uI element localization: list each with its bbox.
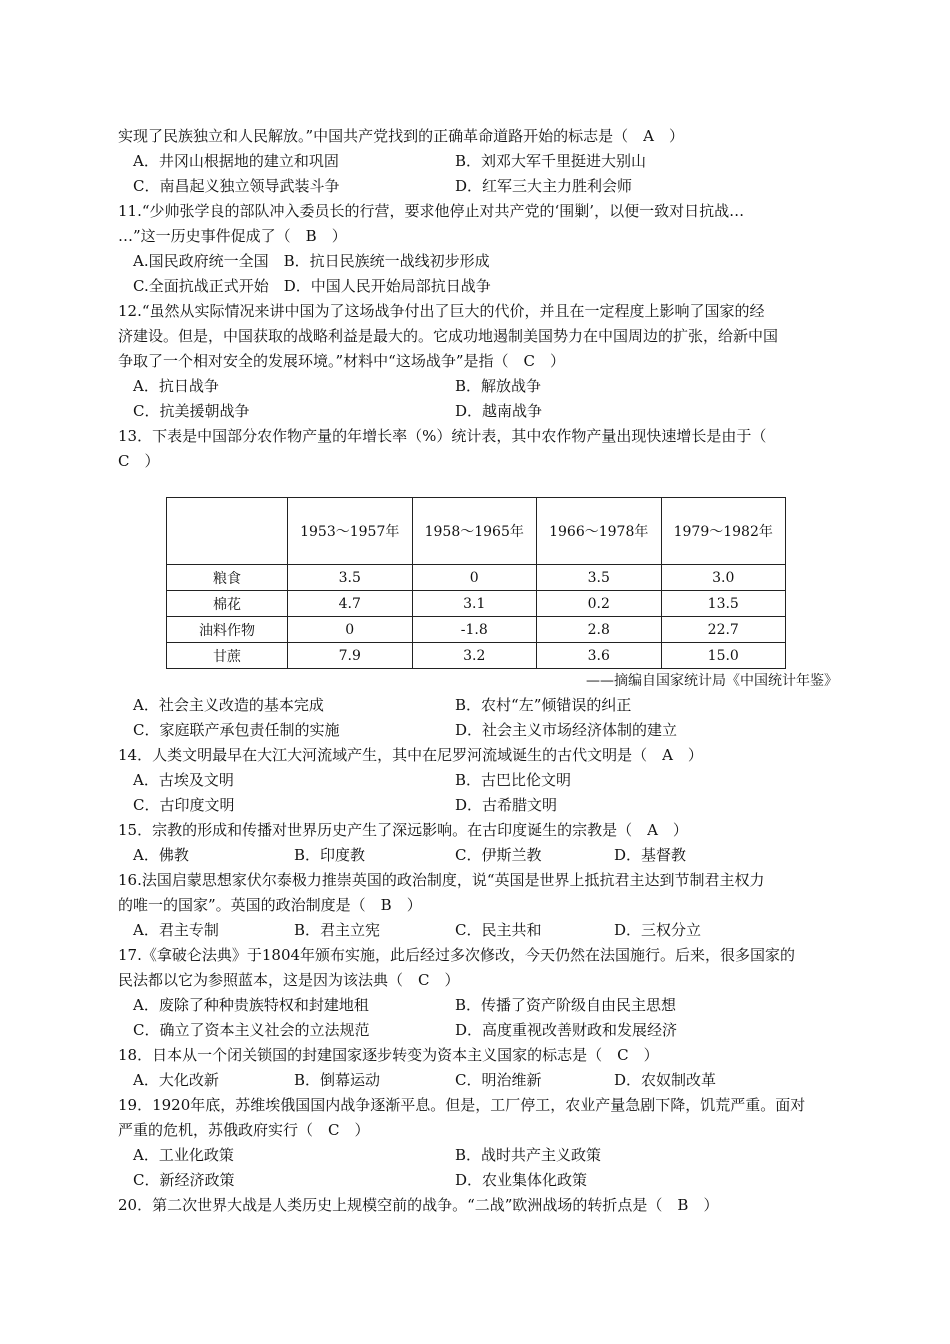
q15-option-b: B．印度教	[294, 846, 366, 864]
table-cell: 3.2	[412, 643, 537, 669]
table-cell: 0.2	[537, 591, 662, 617]
question-11-stem: 11.“少帅张学良的部队冲入委员长的行营，要求他停止对共产党的‘围剿’，以便一致对日抗战…	[118, 202, 745, 220]
table-header-1966-1978: 1966～1978年	[537, 498, 662, 565]
question-18-stem: 18．日本从一个闭关锁国的封建国家逐步转变为资本主义国家的标志是（ C ）	[118, 1046, 659, 1064]
crop-growth-table	[166, 497, 786, 669]
row-label: 粮食	[167, 565, 288, 591]
question-14-stem: 14．人类文明最早在大江大河流域产生，其中在尼罗河流域诞生的古代文明是（ A ）	[118, 746, 703, 764]
q18-option-b: B．倒幕运动	[294, 1071, 381, 1089]
q10-option-b: B．刘邓大军千里挺进大别山	[455, 152, 647, 170]
q13-option-a: A．社会主义改造的基本完成	[133, 696, 324, 714]
q19-option-c: C．新经济政策	[133, 1171, 235, 1189]
q13-option-b: B．农村“左”倾错误的纠正	[455, 696, 632, 714]
row-label: 棉花	[167, 591, 288, 617]
q19-option-a: A．工业化政策	[133, 1146, 234, 1164]
table-header-blank	[167, 498, 288, 565]
q16-option-c: C．民主共和	[455, 921, 542, 939]
q10-option-a: A．井冈山根据地的建立和巩固	[133, 152, 339, 170]
question-12-stem-cont: 济建设。但是，中国获取的战略利益是最大的。它成功地遏制美国势力在中国周边的扩张，给新中国	[118, 327, 779, 345]
q15-option-c: C．伊斯兰教	[455, 846, 542, 864]
table-header-1958-1965: 1958～1965年	[412, 498, 537, 565]
q14-option-c: C．古印度文明	[133, 796, 235, 814]
q18-option-d: D．农奴制改革	[614, 1071, 717, 1089]
q16-option-d: D．三权分立	[614, 921, 702, 939]
table-cell: 3.5	[537, 565, 662, 591]
question-17-stem: 17.《拿破仑法典》于1804年颁布实施，此后经过多次修改，今天仍然在法国施行。后来，很多国家的	[118, 946, 796, 964]
table-cell: 3.0	[661, 565, 786, 591]
question-19-stem-cont: 严重的危机，苏俄政府实行（ C ）	[118, 1121, 370, 1139]
table-header-1979-1982: 1979～1982年	[661, 498, 786, 565]
q15-option-a: A．佛教	[133, 846, 189, 864]
question-19-stem: 19．1920年底，苏维埃俄国国内战争逐渐平息。但是，工厂停工，农业产量急剧下降，饥荒严重。面对	[118, 1096, 806, 1114]
table-cell: 22.7	[661, 617, 786, 643]
table-row	[167, 643, 786, 669]
q11-options-ab: A.国民政府统一全国 B．抗日民族统一战线初步形成	[133, 252, 490, 270]
q13-option-c: C．家庭联产承包责任制的实施	[133, 721, 340, 739]
row-label: 油料作物	[167, 617, 288, 643]
table-row	[167, 565, 786, 591]
table-cell: 4.7	[288, 591, 413, 617]
question-13-stem: 13．下表是中国部分农作物产量的年增长率（%）统计表，其中农作物产量出现快速增长是由于（	[118, 427, 767, 445]
table-cell: 3.1	[412, 591, 537, 617]
table-cell: 3.5	[288, 565, 413, 591]
question-12-stem: 12.“虽然从实际情况来讲中国为了这场战争付出了巨大的代价，并且在一定程度上影响了国家的经	[118, 302, 765, 320]
table-cell: 0	[288, 617, 413, 643]
q19-option-d: D．农业集体化政策	[455, 1171, 588, 1189]
q18-option-c: C．明治维新	[455, 1071, 542, 1089]
q12-option-b: B．解放战争	[455, 377, 542, 395]
q19-option-b: B．战时共产主义政策	[455, 1146, 602, 1164]
question-11-stem-cont: …”这一历史事件促成了（ B ）	[118, 227, 347, 245]
table-header-row	[167, 498, 786, 565]
question-16-stem-cont: 的唯一的国家”。英国的政治制度是（ B ）	[118, 896, 422, 914]
q15-option-d: D．基督教	[614, 846, 687, 864]
table-source-note: ——摘编自国家统计局《中国统计年鉴》	[586, 673, 838, 689]
table-cell: 2.8	[537, 617, 662, 643]
question-13-answer: C ）	[118, 452, 160, 470]
question-15-stem: 15．宗教的形成和传播对世界历史产生了深远影响。在古印度诞生的宗教是（ A ）	[118, 821, 688, 839]
q10-option-d: D．红军三大主力胜利会师	[455, 177, 633, 195]
q13-option-d: D．社会主义市场经济体制的建立	[455, 721, 678, 739]
table-header-1953-1957: 1953～1957年	[288, 498, 413, 565]
q12-option-d: D．越南战争	[455, 402, 543, 420]
table-cell: 0	[412, 565, 537, 591]
q17-option-a: A．废除了种种贵族特权和封建地租	[133, 996, 369, 1014]
table-cell: 3.6	[537, 643, 662, 669]
table-cell: 7.9	[288, 643, 413, 669]
table-row	[167, 617, 786, 643]
table-cell: 15.0	[661, 643, 786, 669]
q16-option-a: A．君主专制	[133, 921, 219, 939]
q10-option-c: C．南昌起义独立领导武装斗争	[133, 177, 340, 195]
q11-options-cd: C.全面抗战正式开始 D．中国人民开始局部抗日战争	[133, 277, 491, 295]
q17-option-d: D．高度重视改善财政和发展经济	[455, 1021, 678, 1039]
question-10-stem-end: 实现了民族独立和人民解放。”中国共产党找到的正确革命道路开始的标志是（ A ）	[118, 127, 685, 145]
question-20-stem: 20．第二次世界大战是人类历史上规模空前的战争。“二战”欧洲战场的转折点是（ B ）	[118, 1196, 719, 1214]
table-cell: 13.5	[661, 591, 786, 617]
q16-option-b: B．君主立宪	[294, 921, 381, 939]
row-label: 甘蔗	[167, 643, 288, 669]
q17-option-c: C．确立了资本主义社会的立法规范	[133, 1021, 370, 1039]
table-row	[167, 591, 786, 617]
q18-option-a: A．大化改新	[133, 1071, 219, 1089]
q14-option-a: A．古埃及文明	[133, 771, 234, 789]
q17-option-b: B．传播了资产阶级自由民主思想	[455, 996, 677, 1014]
question-16-stem: 16.法国启蒙思想家伏尔泰极力推崇英国的政治制度，说“英国是世界上抵抗君主达到节制君主权力	[118, 871, 765, 889]
q12-option-c: C．抗美援朝战争	[133, 402, 250, 420]
question-12-stem-end: 争取了一个相对安全的发展环境。”材料中“这场战争”是指（ C ）	[118, 352, 565, 370]
q14-option-d: D．古希腊文明	[455, 796, 558, 814]
question-17-stem-cont: 民法都以它为参照蓝本，这是因为该法典（ C ）	[118, 971, 460, 989]
q12-option-a: A．抗日战争	[133, 377, 219, 395]
q14-option-b: B．古巴比伦文明	[455, 771, 572, 789]
table-cell: -1.8	[412, 617, 537, 643]
